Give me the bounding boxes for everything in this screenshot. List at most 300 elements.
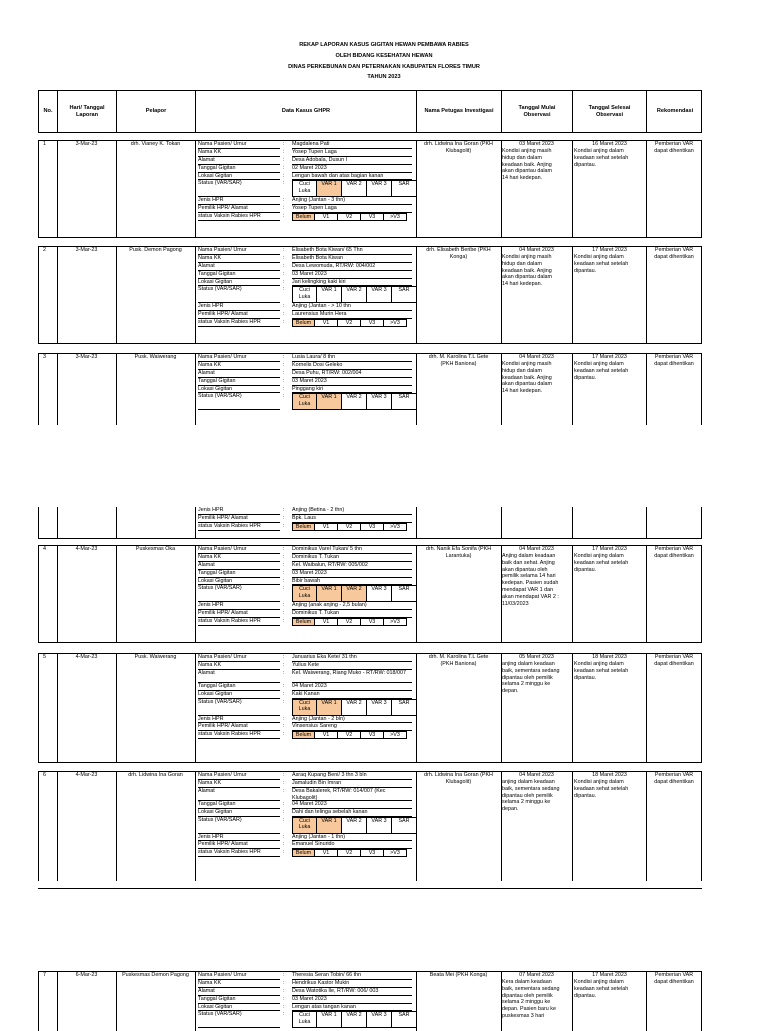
field-label: Lokasi Gigitan: [198, 578, 280, 586]
recommendation: Pemberian VAR dapat dihentikan: [654, 247, 694, 260]
observation-start-date: 04 Maret 2023: [519, 772, 554, 778]
field-row: [196, 988, 416, 996]
field-colon: :: [283, 841, 285, 848]
option-box: V3: [361, 319, 384, 327]
column-divider: [116, 653, 117, 763]
field-colon: :: [283, 278, 285, 285]
option-box: VAR 3: [367, 1011, 392, 1028]
field-label: Tanggal Gigitan: [198, 570, 280, 578]
option-boxes: [292, 817, 417, 834]
option-box: Cuci Luka: [292, 286, 317, 303]
field-colon: :: [283, 148, 285, 155]
field-row: [196, 691, 416, 699]
option-box: Cuci Luka: [292, 817, 317, 834]
field-row: [196, 654, 416, 662]
reporter: drh. Vianey K. Tokan: [130, 141, 181, 147]
field-row: [196, 801, 416, 809]
field-row: [196, 716, 416, 724]
field-label: Nama Pasien/ Umur: [198, 141, 280, 149]
case-fields: [196, 772, 416, 857]
col-data: Data Kasus GHPR: [196, 91, 417, 132]
field-colon: :: [283, 816, 285, 823]
field-label: Pemilik HPR/ Alamat: [198, 841, 280, 849]
column-divider: [646, 507, 647, 539]
investigating-officer: drh. Lidwina Ina Goran (PKH Klubagolit): [424, 141, 493, 154]
field-row: [196, 554, 416, 562]
column-divider: [646, 140, 647, 238]
field-label: Alamat: [198, 370, 280, 378]
field-value: 04 Maret 2023: [292, 801, 412, 809]
option-box: VAR 1: [317, 817, 342, 834]
col-recommendation: Rekomendasi: [656, 108, 694, 114]
field-label: Jenis HPR: [198, 716, 280, 724]
field-colon: :: [283, 197, 285, 204]
column-divider: [416, 507, 417, 539]
investigating-officer: drh. M. Karolina T.L Gete (PKH Baniona): [428, 654, 489, 667]
field-row: [196, 386, 416, 394]
observation-start-date: 04 Maret 2023: [519, 546, 554, 552]
option-box: VAR 2: [342, 1011, 367, 1028]
field-row: [196, 585, 416, 602]
table-edge: [38, 971, 39, 1031]
investigating-officer: drh. M. Karolina T.L Gete (PKH Baniona): [428, 354, 489, 367]
case-fields: [196, 546, 416, 626]
option-boxes: [292, 180, 417, 197]
report-date: 3-Mar-23: [75, 354, 98, 360]
report-date: 6-Mar-23: [75, 972, 98, 978]
table-edge: [38, 545, 39, 643]
field-label: Nama Pasien/ Umur: [198, 972, 280, 980]
option-box: V2: [338, 213, 361, 221]
table-edge: [701, 771, 702, 881]
field-label: Jenis HPR: [198, 303, 280, 311]
option-box: VAR 1: [317, 1011, 342, 1028]
column-divider: [116, 507, 117, 539]
record-3-continued: [38, 507, 702, 539]
field-value: Lengan bawah dan atas bagian kanan: [292, 173, 412, 181]
field-row: [196, 841, 416, 849]
report-year: TAHUN 2023: [367, 74, 401, 80]
field-colon: :: [283, 772, 285, 778]
field-colon: :: [283, 205, 285, 212]
field-row: [196, 370, 416, 378]
field-label: Status (VAR/SAR): [198, 817, 280, 834]
field-row: [196, 271, 416, 279]
table-edge: [701, 507, 702, 539]
option-box: Cuci Luka: [292, 1011, 317, 1028]
field-colon: :: [283, 254, 285, 261]
field-value: Dominikus T. Tukan: [292, 554, 412, 562]
field-label: Lokasi Gigitan: [198, 173, 280, 181]
field-label: status Vaksin Rabies HPR: [198, 213, 280, 221]
column-divider: [116, 971, 117, 1031]
field-row: [196, 507, 416, 515]
record-number: 6: [43, 772, 46, 778]
option-box: VAR 1: [317, 180, 342, 197]
col-end: Tanggal Selesai Observasi: [573, 91, 647, 132]
row-divider: [38, 642, 702, 643]
report-date: 4-Mar-23: [75, 772, 98, 778]
option-boxes: [292, 585, 417, 602]
field-colon: :: [283, 577, 285, 584]
field-row: [196, 578, 416, 586]
field-label: status Vaksin Rabies HPR: [198, 618, 280, 626]
field-row: [196, 972, 416, 980]
field-row: [196, 618, 416, 626]
field-label: Nama KK: [198, 149, 280, 157]
field-row: [196, 279, 416, 287]
option-boxes: [292, 213, 407, 221]
row-divider: [38, 762, 702, 763]
option-box: SAR: [392, 286, 417, 303]
field-colon: :: [283, 156, 285, 163]
column-divider: [572, 353, 573, 425]
field-value: Emanuel Sinurido: [292, 841, 412, 849]
field-value: Dahi dan telinga sebelah kanan: [292, 809, 412, 817]
report-date: 4-Mar-23: [75, 654, 98, 660]
option-box: >V3: [384, 731, 407, 739]
observation-start-date: 07 Maret 2023: [519, 972, 554, 978]
row-divider: [38, 888, 702, 889]
field-colon: :: [283, 682, 285, 689]
field-value: Anjing (Jantan - 3 thn): [292, 197, 412, 205]
column-divider: [646, 246, 647, 344]
field-label: Pemilik HPR/ Alamat: [198, 515, 280, 523]
case-fields: [196, 972, 416, 1028]
col-reporter: Pelapor: [117, 91, 196, 132]
observation-end-date: 17 Maret 2023: [592, 354, 627, 360]
option-box: Belum: [292, 731, 315, 739]
field-label: Alamat: [198, 263, 280, 271]
field-value: Kel. Waiwerang, Riang Muko - RT/RW: 018/007: [292, 670, 412, 683]
field-row: [196, 393, 416, 410]
field-row: [196, 523, 416, 531]
column-divider: [646, 653, 647, 763]
observation-end-note: Kondisi anjing dalam keadaan sehat setelah dipantau.: [574, 979, 629, 999]
column-divider: [646, 771, 647, 881]
field-colon: :: [283, 585, 285, 592]
field-label: Nama Pasien/ Umur: [198, 772, 280, 780]
field-value: Lusia Laura/ 8 thn: [292, 354, 412, 362]
record-number: 3: [43, 354, 46, 360]
option-box: V1: [315, 523, 338, 531]
option-box: Belum: [292, 213, 315, 221]
record-2: [38, 246, 702, 344]
observation-start-date: 04 Maret 2023: [519, 354, 554, 360]
table-edge: [701, 653, 702, 763]
field-colon: :: [283, 311, 285, 318]
field-label: Status (VAR/SAR): [198, 585, 280, 602]
table-edge: [38, 507, 39, 539]
field-colon: :: [283, 361, 285, 368]
row-divider: [38, 343, 702, 344]
option-box: V3: [361, 523, 384, 531]
option-boxes: [292, 523, 407, 531]
option-box: VAR 3: [367, 180, 392, 197]
field-colon: :: [283, 393, 285, 400]
field-label: Nama KK: [198, 255, 280, 263]
option-box: SAR: [392, 1011, 417, 1028]
option-box: SAR: [392, 585, 417, 602]
reporter: Pusk. Waiwerang: [134, 654, 177, 660]
option-box: VAR 2: [342, 699, 367, 716]
field-row: [196, 809, 416, 817]
field-value: Yosep Tupen Laga: [292, 205, 412, 213]
field-value: Magdalena Pati: [292, 141, 412, 149]
field-value: Jamaludin Bin Imran: [292, 780, 412, 788]
field-row: [196, 670, 416, 683]
observation-start-note: Kondisi anjing masih hidup dan dalam keadaan baik. Anjing akan dipantau dalam 14 hari kedepan.: [502, 254, 553, 288]
report-subtitle: OLEH BIDANG KESEHATAN HEWAN: [335, 53, 433, 59]
column-divider: [572, 246, 573, 344]
option-boxes: [292, 286, 417, 303]
column-divider: [57, 771, 58, 881]
option-box: VAR 3: [367, 699, 392, 716]
table-edge: [38, 140, 39, 238]
option-box: Belum: [292, 523, 315, 531]
record-6: [38, 771, 702, 881]
field-label: Lokasi Gigitan: [198, 691, 280, 699]
option-boxes: [292, 699, 417, 716]
field-label: Status (VAR/SAR): [198, 286, 280, 303]
field-label: Lokasi Gigitan: [198, 1004, 280, 1012]
field-colon: :: [283, 319, 285, 326]
column-divider: [572, 140, 573, 238]
investigating-officer: drh. Lidwina Ina Goran (PKH Klubagolit): [424, 772, 493, 785]
field-colon: :: [283, 698, 285, 705]
field-row: [196, 319, 416, 327]
field-colon: :: [283, 800, 285, 807]
column-divider: [57, 353, 58, 425]
field-label: Jenis HPR: [198, 197, 280, 205]
field-value: 04 Maret 2023: [292, 683, 412, 691]
option-box: Cuci Luka: [292, 699, 317, 716]
field-label: Alamat: [198, 670, 280, 683]
field-row: [196, 546, 416, 554]
recommendation: Pemberian VAR dapat dihentikan: [654, 546, 694, 559]
field-value: Anjing (Betina - 2 thn): [292, 507, 412, 515]
col-officer: Nama Petugas Investigasi: [417, 91, 502, 132]
field-value: Kaki Kanan: [292, 691, 412, 699]
field-colon: :: [283, 995, 285, 1002]
record-number: 7: [43, 972, 46, 978]
field-value: Laurensius Murin Hera: [292, 311, 412, 319]
investigating-officer: Beata Mei (PKH Konga): [429, 972, 488, 978]
recommendation: Pemberian VAR dapat dihentikan: [654, 354, 694, 367]
column-divider: [116, 545, 117, 643]
report-date: 3-Mar-23: [75, 141, 98, 147]
field-label: status Vaksin Rabies HPR: [198, 731, 280, 739]
field-value: Elisabeth Bota Kiwan: [292, 255, 412, 263]
field-colon: :: [283, 247, 285, 253]
option-box: V3: [361, 731, 384, 739]
field-value: Yosep Tupen Laga: [292, 149, 412, 157]
field-value: 03 Maret 2023: [292, 378, 412, 386]
option-box: VAR 1: [317, 585, 342, 602]
option-box: >V3: [384, 849, 407, 857]
field-colon: :: [283, 514, 285, 521]
column-divider: [57, 507, 58, 539]
observation-end-note: Kondisi anjing dalam keadaan sehat setelah dipantau.: [574, 254, 629, 274]
field-value: Jari kelingking kaki kiri: [292, 279, 412, 287]
table-edge: [38, 246, 39, 344]
field-label: Nama KK: [198, 554, 280, 562]
option-box: VAR 2: [342, 180, 367, 197]
field-value: Elisabeth Bota Kiwan/ 65 Thn: [292, 247, 412, 255]
option-boxes: [292, 393, 417, 410]
investigating-officer: drh. Nanik Efa Sonifa (PKH Larantuka): [425, 546, 492, 559]
option-box: VAR 3: [367, 817, 392, 834]
table-edge: [701, 140, 702, 238]
field-colon: :: [283, 787, 285, 794]
observation-end-note: Kondisi anjing dalam keadaan sehat setelah dipantau.: [574, 361, 629, 381]
field-value: Januarius Eka Kete/ 31 thn: [292, 654, 412, 662]
option-boxes: [292, 618, 407, 626]
case-fields: [196, 354, 416, 410]
field-label: Nama Pasien/ Umur: [198, 247, 280, 255]
option-box: Belum: [292, 849, 315, 857]
field-colon: :: [283, 731, 285, 738]
option-box: >V3: [384, 618, 407, 626]
field-row: [196, 817, 416, 834]
column-divider: [57, 246, 58, 344]
field-colon: :: [283, 303, 285, 310]
option-box: VAR 3: [367, 585, 392, 602]
field-value: Desa Watotika Ile, RT/RW: 006/ 003: [292, 988, 412, 996]
option-box: Cuci Luka: [292, 393, 317, 410]
reporter: Puskesmas Demon Pagong: [122, 972, 189, 978]
field-row: [196, 157, 416, 165]
record-5: [38, 653, 702, 763]
table-edge: [38, 353, 39, 425]
option-boxes: [292, 1011, 417, 1028]
table-edge: [38, 653, 39, 763]
column-divider: [116, 353, 117, 425]
table-edge: [701, 246, 702, 344]
field-value: Asraq Kupang Beni/ 3 thn 3 bln: [292, 772, 412, 780]
field-colon: :: [283, 262, 285, 269]
field-row: [196, 780, 416, 788]
record-number: 4: [43, 546, 46, 552]
row-divider: [38, 538, 702, 539]
field-label: Alamat: [198, 988, 280, 996]
field-label: Nama Pasien/ Umur: [198, 546, 280, 554]
field-row: [196, 562, 416, 570]
field-colon: :: [283, 1003, 285, 1010]
option-box: VAR 2: [342, 286, 367, 303]
column-divider: [116, 140, 117, 238]
option-box: V2: [338, 319, 361, 327]
field-value: 03 Maret 2023: [292, 996, 412, 1004]
field-colon: :: [283, 377, 285, 384]
record-4: [38, 545, 702, 643]
row-divider: [38, 237, 702, 238]
record-number: 5: [43, 654, 46, 660]
field-colon: :: [283, 987, 285, 994]
column-divider: [572, 971, 573, 1031]
field-value: Hendrikus Kastor Mukin: [292, 980, 412, 988]
column-divider: [57, 971, 58, 1031]
field-colon: :: [283, 286, 285, 293]
field-label: Lokasi Gigitan: [198, 279, 280, 287]
field-label: Tanggal Gigitan: [198, 683, 280, 691]
column-divider: [57, 653, 58, 763]
field-row: [196, 772, 416, 780]
col-no: No.: [39, 91, 58, 132]
column-divider: [646, 545, 647, 643]
field-row: [196, 247, 416, 255]
field-row: [196, 362, 416, 370]
investigating-officer: drh. Elisabeth Beribe (PKH Konga): [426, 247, 491, 260]
option-box: V2: [338, 618, 361, 626]
field-colon: :: [283, 213, 285, 220]
observation-start-date: 03 Maret 2023: [519, 141, 554, 147]
option-box: >V3: [384, 523, 407, 531]
option-box: VAR 1: [317, 393, 342, 410]
field-label: Status (VAR/SAR): [198, 1011, 280, 1028]
field-value: Desa Lewomuda, RT/RW: 004/002: [292, 263, 412, 271]
field-colon: :: [283, 172, 285, 179]
field-colon: :: [283, 618, 285, 625]
field-value: Bpk. Laus: [292, 515, 412, 523]
column-divider: [572, 653, 573, 763]
option-box: >V3: [384, 213, 407, 221]
field-label: Tanggal Gigitan: [198, 801, 280, 809]
observation-start-note: Kondisi anjing masih hidup dan dalam keadaan baik. Anjing akan dipantau dalam 14 hari kedepan.: [502, 361, 553, 395]
option-box: VAR 2: [342, 817, 367, 834]
field-label: Jenis HPR: [198, 834, 280, 842]
field-colon: :: [283, 164, 285, 171]
field-label: Nama Pasien/ Umur: [198, 654, 280, 662]
field-colon: :: [283, 779, 285, 786]
field-label: Alamat: [198, 562, 280, 570]
field-label: Jenis HPR: [198, 507, 280, 515]
field-label: Lokasi Gigitan: [198, 809, 280, 817]
option-box: Cuci Luka: [292, 180, 317, 197]
option-box: VAR 2: [342, 585, 367, 602]
observation-start-note: anjing dalam keadaan baik, sementara sedang dipantau oleh pemilik selama 2 minggu ke depan.: [502, 661, 560, 695]
reporter: Pusk. Demon Pagong: [129, 247, 182, 253]
option-box: >V3: [384, 319, 407, 327]
observation-end-note: Kondisi anjing dalam keadaan sehat setelah dipantau.: [574, 661, 629, 681]
case-fields: [196, 654, 416, 739]
field-row: [196, 849, 416, 857]
field-value: Theresia Seran Tobin/ 66 thn: [292, 972, 412, 980]
field-colon: :: [283, 141, 285, 147]
field-colon: :: [283, 723, 285, 730]
field-value: Vinsensius Sareng: [292, 723, 412, 731]
option-box: Belum: [292, 618, 315, 626]
field-row: [196, 1004, 416, 1012]
observation-start-date: 05 Maret 2023: [519, 654, 554, 660]
field-row: [196, 834, 416, 842]
column-divider: [57, 140, 58, 238]
field-row: [196, 255, 416, 263]
observation-start-note: anjing dalam keadaan baik, sementara sedang dipantau oleh pemilik selama 2 minggu ke depan.: [502, 779, 560, 813]
observation-end-note: Kondisi anjing dalam keadaan sehat setelah dipantau.: [574, 553, 629, 573]
field-label: Pemilik HPR/ Alamat: [198, 723, 280, 731]
field-colon: :: [283, 561, 285, 568]
field-label: status Vaksin Rabies HPR: [198, 319, 280, 327]
field-colon: :: [283, 669, 285, 676]
option-box: VAR 3: [367, 286, 392, 303]
table-edge: [38, 771, 39, 881]
field-value: Bibir bawah: [292, 578, 412, 586]
field-row: [196, 1011, 416, 1028]
report-agency: DINAS PERKEBUNAN DAN PETERNAKAN KABUPATEN FLORES TIMUR: [288, 64, 480, 70]
field-colon: :: [283, 715, 285, 722]
field-value: 03 Maret 2023: [292, 271, 412, 279]
